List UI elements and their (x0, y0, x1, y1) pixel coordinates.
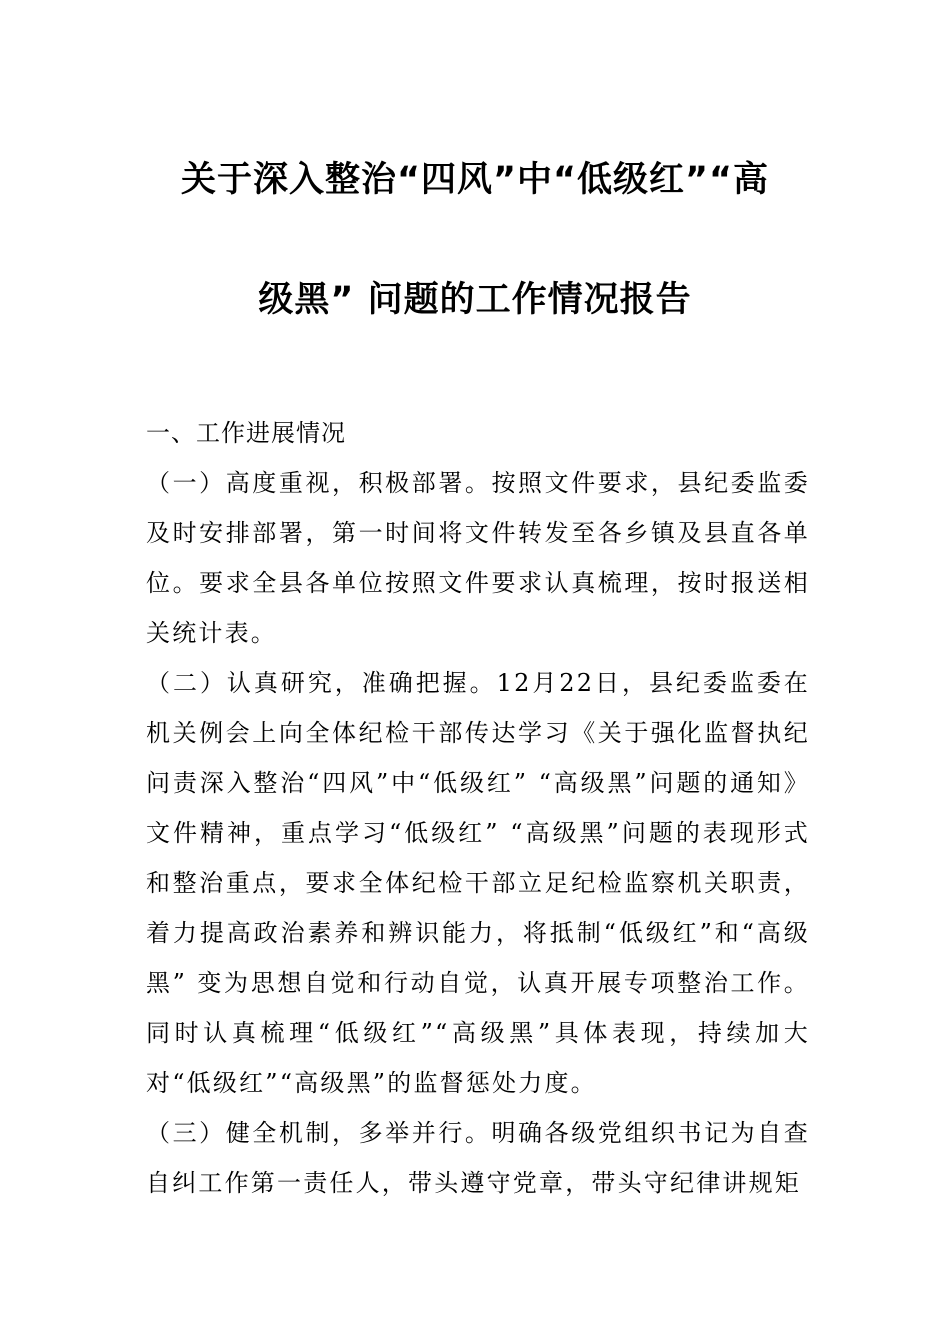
paragraph-2: （二）认真研究，准确把握。12月22日，县纪委监委在机关例会上向全体纪检干部传达学习《关于强化监督执纪问责深入整治“四风”中“低级红” “高级黑”问题的通知》文件精神，重点学习“低级红” “高级黑”问题的表现形式和整治重点，要求全体纪检干部立足纪检监察机关职责，着力提高政治素养和辨识能力，将抵制“低级红”和“高级黑” 变为思想自觉和行动自觉，认真开展专项整治工作。同时认真梳理“低级红”“高级黑”具体表现，持续加大对“低级红”“高级黑”的监督惩处力度。 (146, 669, 810, 1097)
document-title-line-2: 级黑” 问题的工作情况报告 (258, 280, 692, 320)
section-heading: 一、工作进展情况 (146, 419, 346, 447)
paragraph-1: （一）高度重视，积极部署。按照文件要求，县纪委监委及时安排部署，第一时间将文件转发至各乡镇及县直各单位。要求全县各单位按照文件要求认真梳理，按时报送相关统计表。 (146, 469, 810, 647)
paragraph-3: （三）健全机制，多举并行。明确各级党组织书记为自查自纠工作第一责任人，带头遵守党章，带头守纪律讲规矩 (146, 1119, 810, 1197)
document-body (146, 408, 810, 1208)
document-title-line-1: 关于深入整治“四风”中“低级红”“高 (180, 160, 770, 200)
